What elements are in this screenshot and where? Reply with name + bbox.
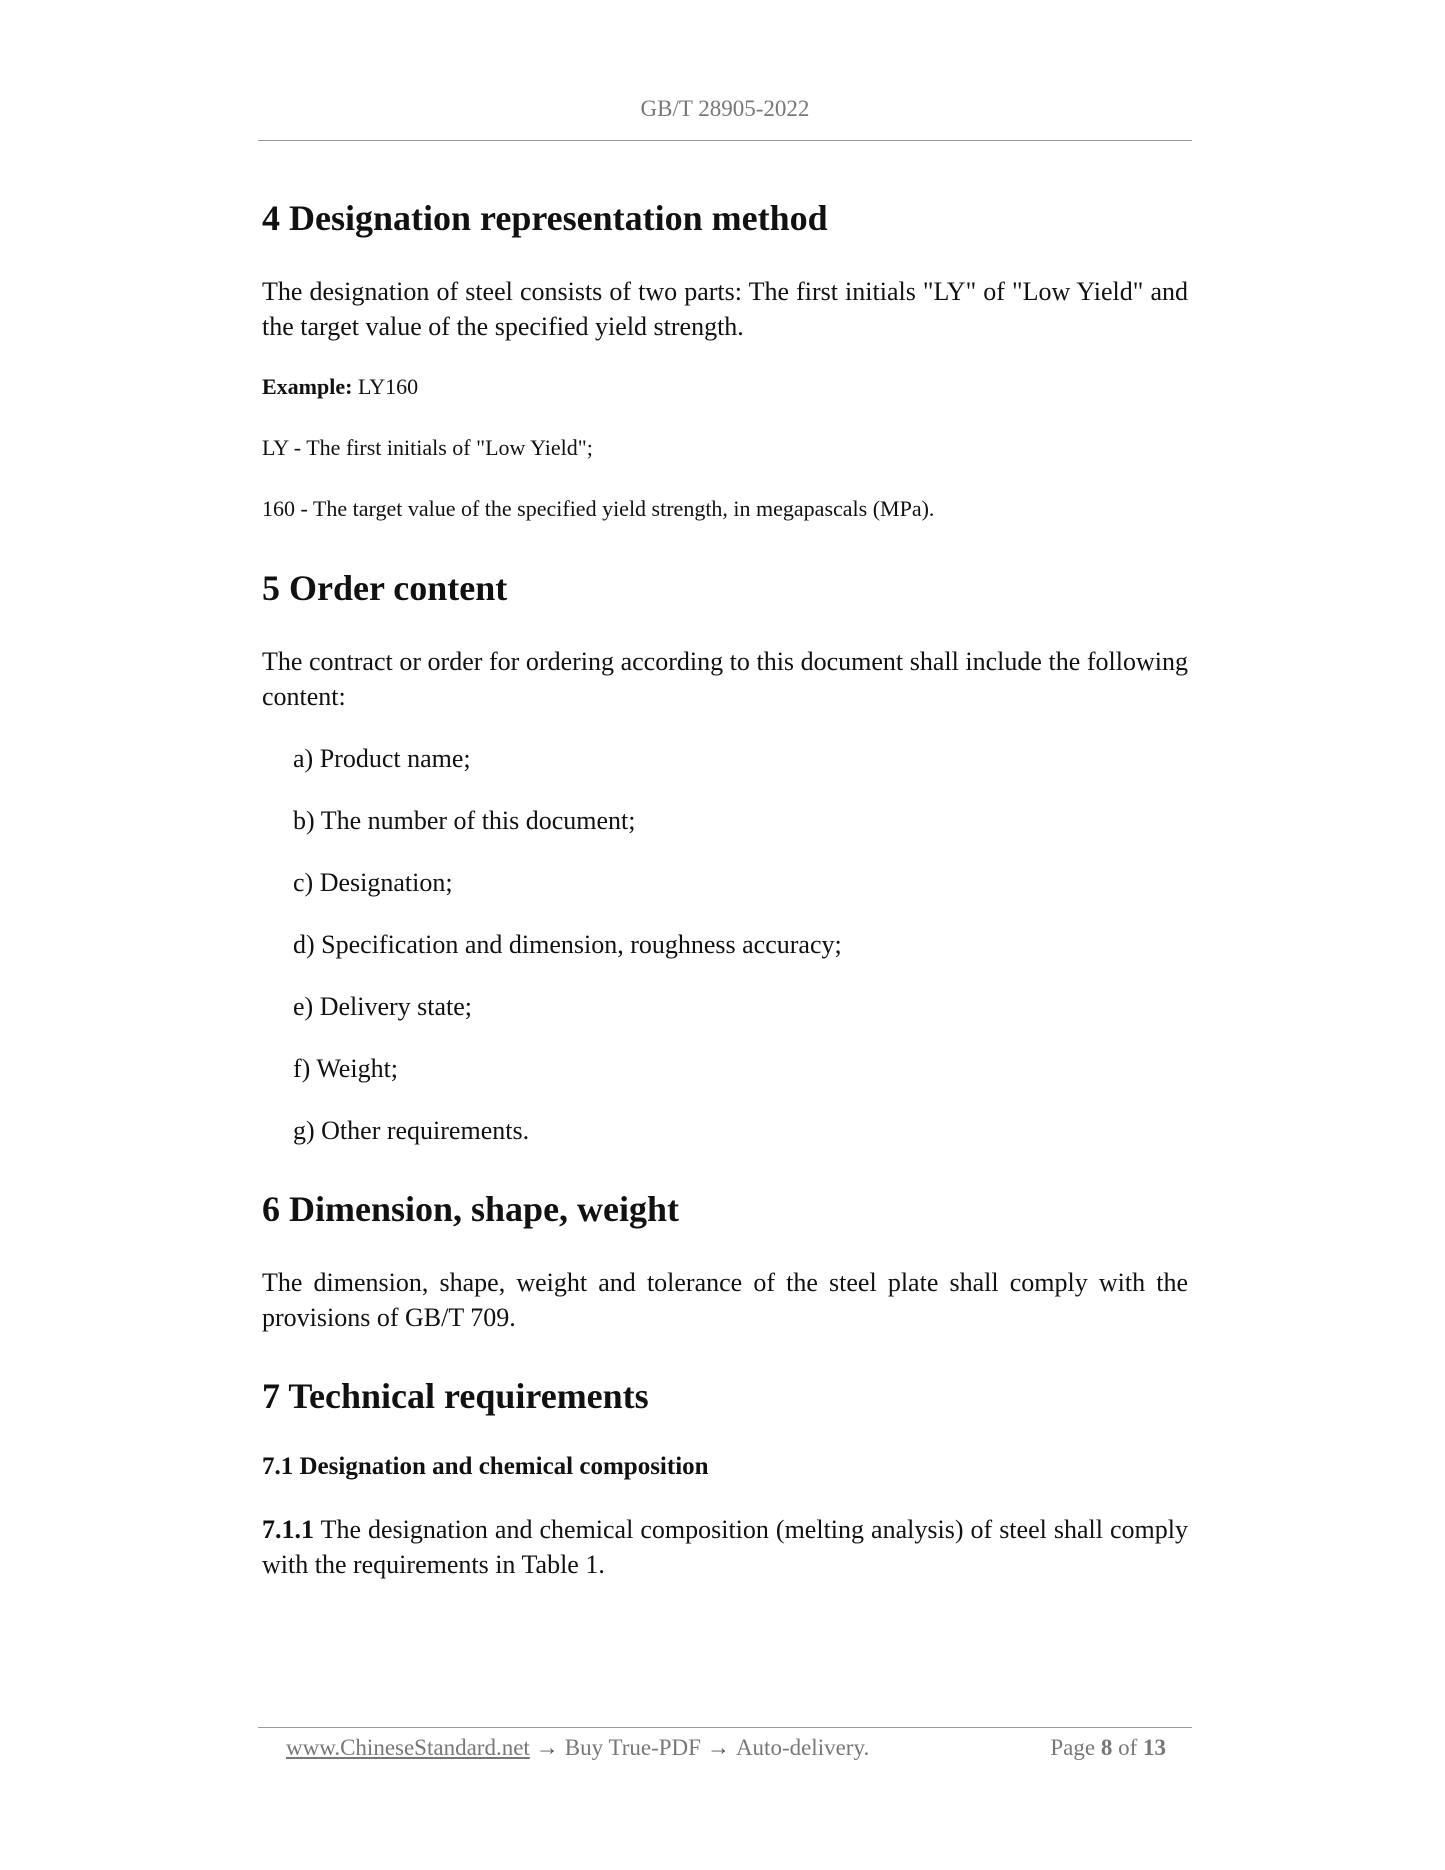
order-list-item: f) Weight; bbox=[293, 1054, 399, 1083]
section-6-paragraph: The dimension, shape, weight and tolerance of the steel plate shall comply with the provisions of GB/T 709. bbox=[262, 1268, 1188, 1332]
section-7-heading: 7 Technical requirements bbox=[262, 1376, 649, 1416]
auto-delivery-text: Auto-delivery. bbox=[735, 1735, 870, 1760]
clause-7-1-1-paragraph bbox=[262, 1512, 1188, 1582]
section-5-paragraph: The contract or order for ordering according to this document shall include the following content: bbox=[262, 647, 1188, 711]
header-divider bbox=[258, 140, 1192, 141]
example-note-ly: LY - The first initials of "Low Yield"; bbox=[262, 435, 593, 460]
page-word: Page bbox=[1050, 1735, 1096, 1760]
footer-divider bbox=[258, 1727, 1192, 1728]
total-pages: 13 bbox=[1143, 1735, 1166, 1760]
running-header: GB/T 28905-2022 bbox=[640, 96, 810, 121]
buy-true-pdf-text: Buy True-PDF bbox=[564, 1735, 701, 1760]
example-note-160: 160 - The target value of the specified yield strength, in megapascals (MPa). bbox=[262, 496, 935, 521]
clause-number: 7.1.1 bbox=[262, 1515, 314, 1544]
subsection-7-1-heading: 7.1 Designation and chemical composition bbox=[262, 1453, 709, 1480]
section-4-paragraph: The designation of steel consists of two parts: The first initials "LY" of "Low Yield" and the target value of the specified yield strength. bbox=[262, 277, 1188, 341]
order-list-item: c) Designation; bbox=[293, 868, 453, 897]
order-list-item: d) Specification and dimension, roughness accuracy; bbox=[293, 930, 842, 959]
clause-text: The designation and chemical composition (melting analysis) of steel shall comply with the requirements in Table 1. bbox=[262, 1515, 1188, 1579]
section-4-heading: 4 Designation representation method bbox=[262, 198, 828, 238]
of-word: of bbox=[1118, 1735, 1138, 1760]
example-value: LY160 bbox=[357, 374, 419, 399]
order-list-item: e) Delivery state; bbox=[293, 992, 473, 1021]
footer-promo bbox=[286, 1732, 869, 1764]
example-label: Example: bbox=[262, 374, 353, 399]
page-content bbox=[262, 195, 1188, 1582]
page-footer bbox=[286, 1732, 1166, 1764]
arrow-right-icon: → bbox=[706, 1735, 730, 1760]
order-list-item: b) The number of this document; bbox=[293, 806, 636, 835]
order-list-item: g) Other requirements. bbox=[293, 1116, 530, 1145]
section-5-heading: 5 Order content bbox=[262, 568, 508, 608]
arrow-right-icon: → bbox=[535, 1735, 559, 1760]
section-6-heading: 6 Dimension, shape, weight bbox=[262, 1189, 680, 1229]
page-number bbox=[1050, 1732, 1166, 1764]
site-link[interactable]: www.ChineseStandard.net bbox=[286, 1735, 530, 1760]
order-list-item: a) Product name; bbox=[293, 744, 471, 773]
example-line bbox=[262, 372, 1188, 402]
current-page: 8 bbox=[1100, 1735, 1113, 1760]
